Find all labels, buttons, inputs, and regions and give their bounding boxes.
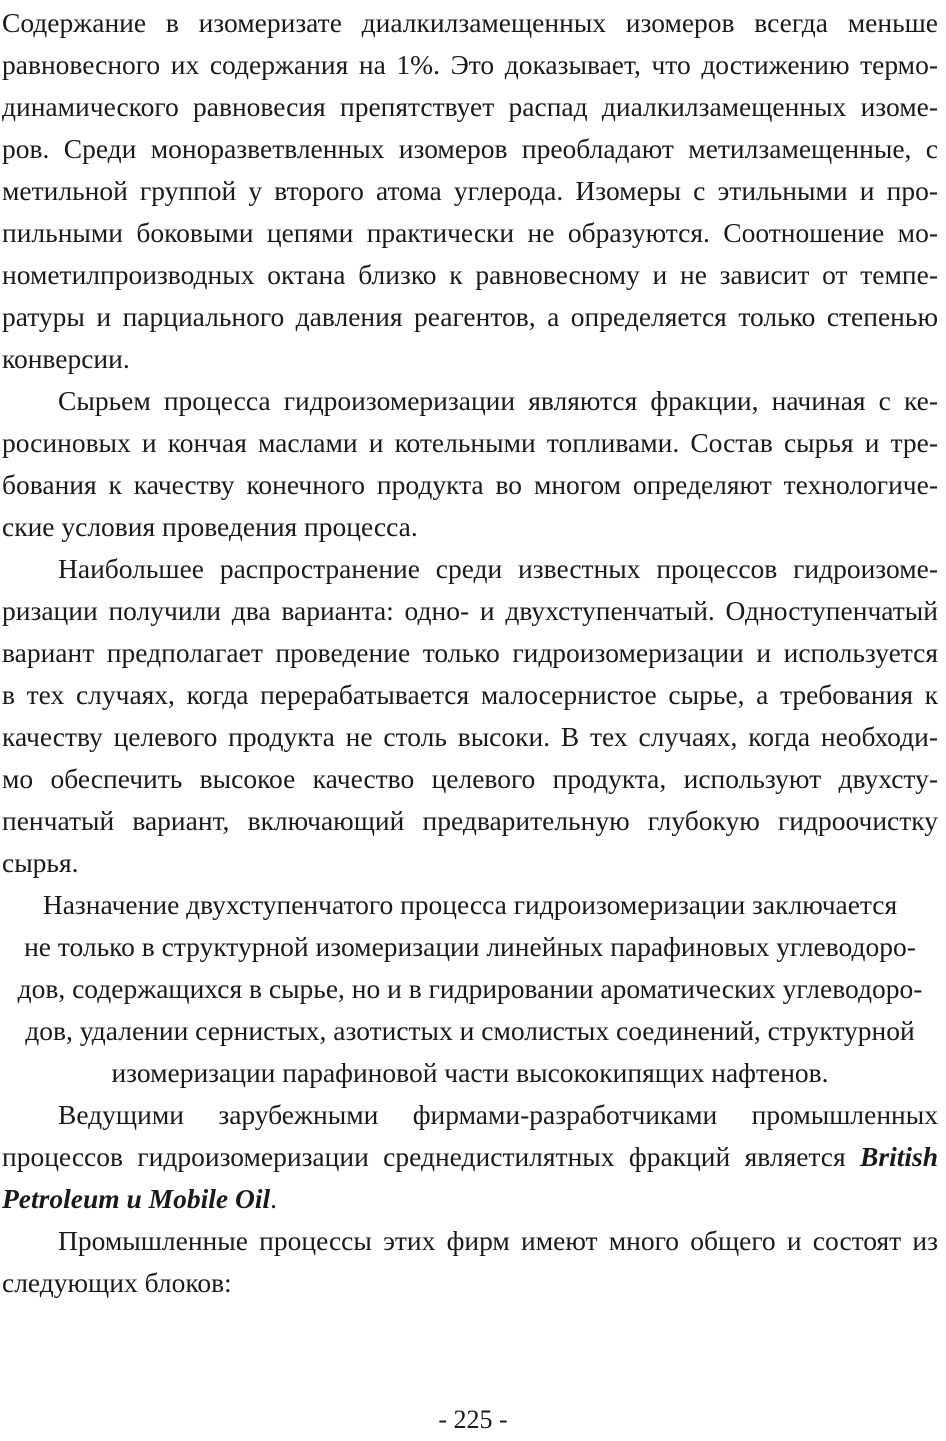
text-line: изомеризации парафиновой части высококипящих нафтенов. bbox=[111, 1057, 829, 1088]
text-line: ризации получили два варианта: одно- и двухступенчатый. Одноступенчатый bbox=[2, 595, 938, 626]
text-line: росиновых и кончая маслами и котельными топливами. Состав сырья и тре- bbox=[2, 427, 938, 458]
page-number: - 225 - bbox=[438, 1405, 508, 1434]
text-line: Наибольшее распространение среди известных процессов гидроизоме- bbox=[58, 553, 938, 584]
text-line: дов, содержащихся в сырье, но и в гидрировании ароматических углеводоро- bbox=[17, 973, 923, 1004]
text-line: Назначение двухступенчатого процесса гидроизомеризации заключается bbox=[42, 889, 898, 920]
company-name-emphasis: British bbox=[860, 1141, 938, 1172]
text-line: динамического равновесия препятствует распад диалкилзамещенных изоме- bbox=[2, 91, 938, 122]
text-segment: процессов гидроизомеризации среднедистилятных фракций является bbox=[2, 1141, 846, 1172]
text-line: вариант предполагает проведение только гидроизомеризации и используется bbox=[2, 637, 938, 668]
text-line: в тех случаях, когда перерабатывается малосернистое сырье, а требования к bbox=[2, 679, 938, 710]
text-line bbox=[2, 1136, 938, 1178]
text-line: бования к качеству конечного продукта во многом определяют технологиче- bbox=[2, 469, 938, 500]
text-line bbox=[2, 1178, 938, 1220]
text-segment: . bbox=[270, 1183, 277, 1214]
text-line: равновесного их содержания на 1%. Это доказывает, что достижению термо- bbox=[2, 49, 938, 80]
text-line: следующих блоков: bbox=[2, 1267, 232, 1298]
text-line: не только в структурной изомеризации линейных парафиновых углеводоро- bbox=[24, 931, 916, 962]
text-line: мо обеспечить высокое качество целевого продукта, используют двухсту- bbox=[2, 763, 938, 794]
text-line: ров. Среди моноразветвленных изомеров преобладают метилзамещенные, с bbox=[2, 133, 938, 164]
text-line: сырья. bbox=[2, 847, 79, 878]
text-line: качеству целевого продукта не столь высоки. В тех случаях, когда необходи- bbox=[2, 721, 938, 752]
text-line: пильными боковыми цепями практически не образуются. Соотношение мо- bbox=[2, 217, 938, 248]
text-line: Сырьем процесса гидроизомеризации являются фракции, начиная с ке- bbox=[58, 385, 938, 416]
text-line: ратуры и парциального давления реагентов, а определяется только степенью bbox=[2, 301, 938, 332]
text-line: Ведущими зарубежными фирмами-разработчиками промышленных bbox=[58, 1099, 938, 1130]
text-line: конверсии. bbox=[2, 343, 130, 374]
text-line: ские условия проведения процесса. bbox=[2, 511, 418, 542]
text-line: Промышленные процессы этих фирм имеют много общего и состоят из bbox=[58, 1225, 938, 1256]
text-line: дов, удалении сернистых, азотистых и смолистых соединений, структурной bbox=[25, 1015, 915, 1046]
text-line: Содержание в изомеризате диалкилзамещенных изомеров всегда меньше bbox=[2, 7, 938, 38]
text-line: нометилпроизводных октана близко к равновесному и не зависит от темпе- bbox=[2, 259, 938, 290]
text-line: пенчатый вариант, включающий предварительную глубокую гидроочистку bbox=[2, 805, 938, 836]
text-line: метильной группой у второго атома углерода. Изомеры с этильными и про- bbox=[2, 175, 938, 206]
company-name-emphasis: Petroleum и Mobile Oil bbox=[2, 1183, 271, 1214]
